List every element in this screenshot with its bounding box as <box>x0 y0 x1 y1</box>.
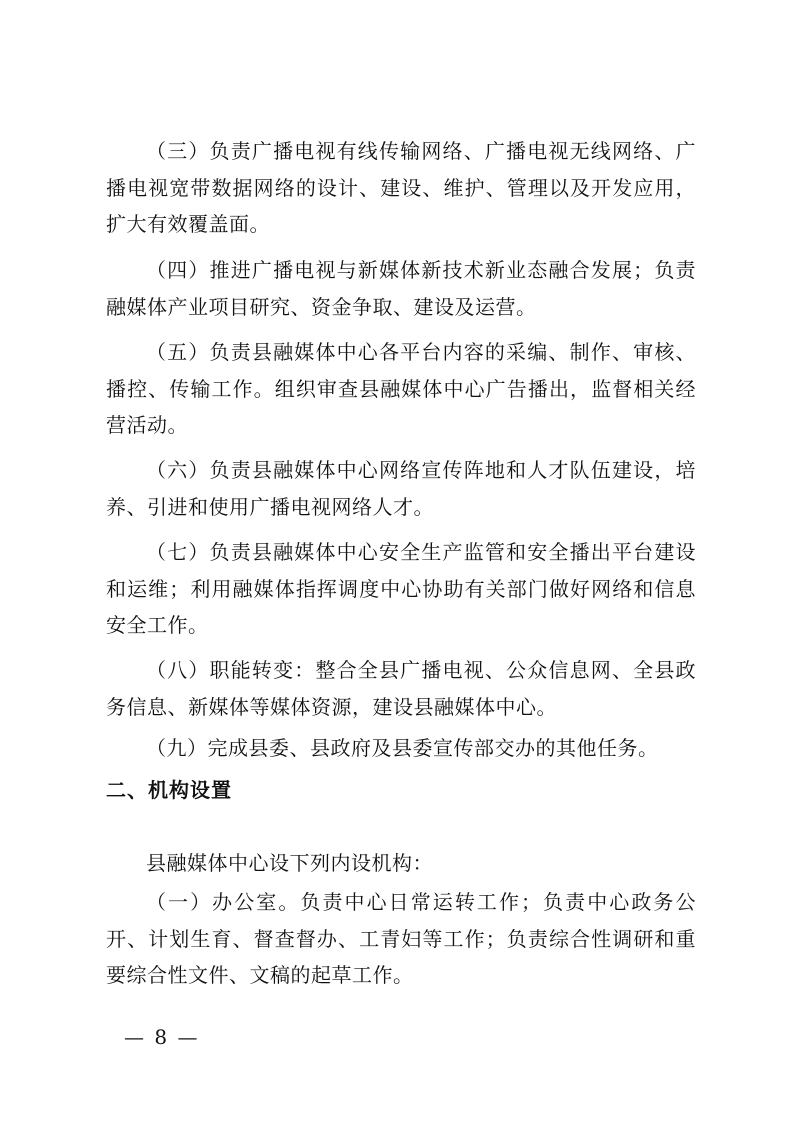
section-heading: 二、机构设置 <box>106 778 232 802</box>
office-paragraph: （一）办公室。负责中心日常运转工作；负责中心政务公开、计划生育、督查督办、工青妇等工作；负责综合性调研和重要综合性文件、文稿的起草工作。 <box>106 890 696 987</box>
section-intro: 县融媒体中心设下列内设机构： <box>146 851 433 875</box>
duty-paragraph-6: （六）负责县融媒体中心网络宣传阵地和人才队伍建设，培养、引进和使用广播电视网络人才。 <box>106 458 696 519</box>
duty-paragraph-9: （九）完成县委、县政府及县委宣传部交办的其他任务。 <box>146 736 659 760</box>
duty-paragraph-7: （七）负责县融媒体中心安全生产监管和安全播出平台建设和运维；利用融媒体指挥调度中心协助有关部门做好网络和信息安全工作。 <box>106 540 696 637</box>
page-number: — 8 — <box>124 1025 200 1049</box>
duty-paragraph-8: （八）职能转变：整合全县广播电视、公众信息网、全县政务信息、新媒体等媒体资源，建设县融媒体中心。 <box>106 658 696 719</box>
duty-paragraph-3: （三）负责广播电视有线传输网络、广播电视无线网络、广播电视宽带数据网络的设计、建设、维护、管理以及开发应用，扩大有效覆盖面。 <box>106 139 696 236</box>
duty-paragraph-5: （五）负责县融媒体中心各平台内容的采编、制作、审核、播控、传输工作。组织审查县融媒体中心广告播出，监督相关经营活动。 <box>106 340 696 437</box>
duty-paragraph-4: （四）推进广播电视与新媒体新技术新业态融合发展；负责融媒体产业项目研究、资金争取、建设及运营。 <box>106 258 696 319</box>
